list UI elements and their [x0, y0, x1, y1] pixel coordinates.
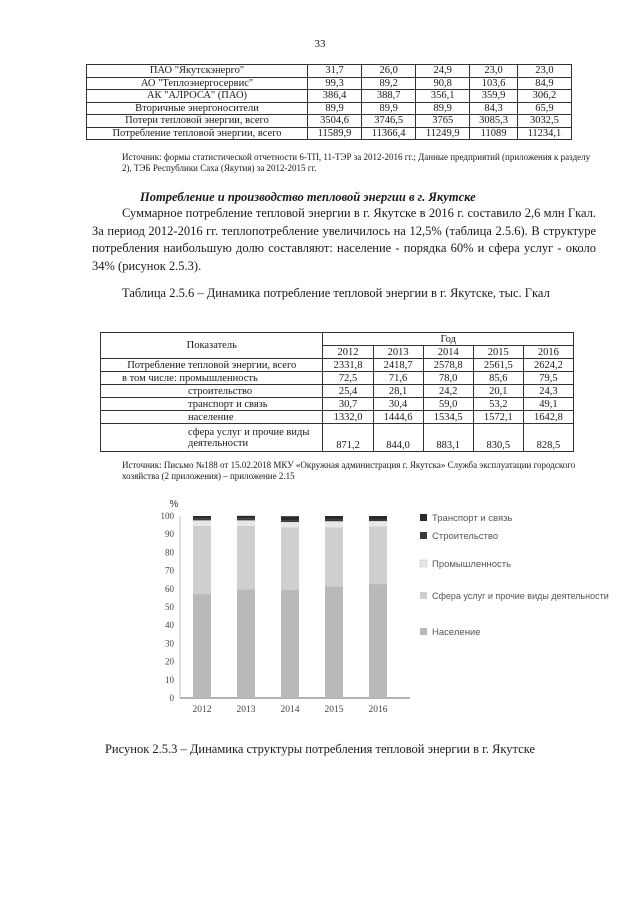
cell-value: 31,7	[308, 65, 362, 78]
cell-value: 11589,9	[308, 127, 362, 140]
cell-value: 11089	[470, 127, 518, 140]
cell-value: 830,5	[473, 424, 523, 452]
cell-value: 3032,5	[517, 115, 571, 128]
row-label: Потребление тепловой энергии, всего	[87, 127, 308, 140]
table-row	[87, 115, 572, 128]
bar-segment	[325, 586, 343, 698]
cell-value: 85,6	[473, 372, 523, 385]
cell-value: 2561,5	[473, 359, 523, 372]
legend-swatch	[420, 560, 427, 567]
bar-segment	[281, 527, 299, 589]
cell-value: 23,0	[470, 65, 518, 78]
cell-value: 20,1	[473, 385, 523, 398]
cell-value: 1534,5	[423, 411, 473, 424]
x-tick-label: 2016	[368, 705, 388, 715]
cell-value: 11234,1	[517, 127, 571, 140]
row-label: Вторичные энергоносители	[87, 102, 308, 115]
table-row	[87, 65, 572, 78]
legend-swatch	[420, 532, 427, 539]
bar-segment	[237, 516, 255, 518]
row-label: АК "АЛРОСА" (ПАО)	[87, 90, 308, 103]
stacked-bar-chart	[140, 495, 609, 730]
cell-value: 103,6	[470, 77, 518, 90]
cell-value: 71,6	[373, 372, 423, 385]
row-label: в том числе: промышленность	[101, 372, 323, 385]
y-tick-label: 70	[165, 565, 174, 576]
x-tick-label: 2013	[236, 705, 256, 715]
header-year: 2015	[473, 346, 523, 359]
cell-value: 356,1	[416, 90, 470, 103]
y-tick-label: 100	[160, 511, 174, 521]
legend-swatch	[420, 628, 427, 635]
cell-value: 90,8	[416, 77, 470, 90]
cell-value: 2418,7	[373, 359, 423, 372]
cell-value: 24,2	[423, 385, 473, 398]
bar-segment	[193, 516, 211, 518]
cell-value: 24,3	[523, 385, 573, 398]
cell-value: 26,0	[362, 65, 416, 78]
cell-value: 89,9	[308, 102, 362, 115]
cell-value: 84,3	[470, 102, 518, 115]
legend-label: Сфера услуг и прочие виды деятельности	[432, 591, 609, 601]
cell-value: 2331,8	[323, 359, 373, 372]
cell-value: 871,2	[323, 424, 373, 452]
cell-value: 79,5	[523, 372, 573, 385]
legend-label: Население	[432, 627, 481, 638]
cell-value: 11366,4	[362, 127, 416, 140]
cell-value: 11249,9	[416, 127, 470, 140]
bar-segment	[325, 527, 343, 586]
table-row	[101, 359, 574, 372]
source-note-1: Источник: формы статистической отчетности 6-ТП, 11-ТЭР за 2012-2016 гг.; Данные предприятий (приложения к разделу 2), ТЭБ Республики Саха (Якутия) за 2012-2015 гг.	[122, 152, 591, 173]
row-label: АО "Теплоэнергосервис"	[87, 77, 308, 90]
y-tick-label: 20	[165, 656, 174, 667]
cell-value: 359,9	[470, 90, 518, 103]
bar-segment	[281, 590, 299, 698]
table-row	[101, 411, 574, 424]
cell-value: 1332,0	[323, 411, 373, 424]
cell-value: 3504,6	[308, 115, 362, 128]
cell-value: 59,0	[423, 398, 473, 411]
bar-segment	[193, 594, 211, 698]
x-tick-label: 2012	[192, 705, 212, 715]
y-tick-label: 50	[165, 602, 174, 612]
cell-value: 53,2	[473, 398, 523, 411]
y-axis-label: %	[169, 499, 179, 510]
bar-segment	[237, 526, 255, 590]
bar-segment	[325, 521, 343, 527]
cell-value: 78,0	[423, 372, 473, 385]
bar-segment	[369, 527, 387, 585]
cell-value: 28,1	[373, 385, 423, 398]
row-label: ПАО "Якутскэнерго"	[87, 65, 308, 78]
cell-value: 89,9	[362, 102, 416, 115]
header-year: 2013	[373, 346, 423, 359]
header-year: 2012	[323, 346, 373, 359]
table-heat-consumption	[100, 332, 574, 452]
bar-segment	[193, 518, 211, 520]
table-row	[87, 77, 572, 90]
bar-segment	[193, 526, 211, 594]
legend-swatch	[420, 592, 427, 599]
cell-value: 844,0	[373, 424, 423, 452]
row-label: строительство	[101, 385, 323, 398]
header-indicator: Показатель	[101, 333, 323, 359]
cell-value: 388,7	[362, 90, 416, 103]
y-tick-label: 10	[165, 674, 174, 685]
legend-label: Промышленность	[432, 559, 512, 570]
cell-value: 3085,3	[470, 115, 518, 128]
cell-value: 99,3	[308, 77, 362, 90]
header-year: 2014	[423, 346, 473, 359]
cell-value: 2578,8	[423, 359, 473, 372]
cell-value: 65,9	[517, 102, 571, 115]
bar-segment	[281, 522, 299, 527]
table-sources-summary	[86, 64, 572, 140]
bar-segment	[325, 520, 343, 521]
cell-value: 386,4	[308, 90, 362, 103]
legend-swatch	[420, 514, 427, 521]
section-heading: Потребление и производство тепловой энергии в г. Якутске	[140, 190, 476, 204]
cell-value: 23,0	[517, 65, 571, 78]
cell-value: 1642,8	[523, 411, 573, 424]
header-year: 2016	[523, 346, 573, 359]
row-label: транспорт и связь	[101, 398, 323, 411]
paragraph-consumption	[92, 205, 596, 275]
table-row	[87, 127, 572, 140]
row-label: сфера услуг и прочие виды деятельности	[101, 424, 323, 452]
table-caption	[92, 285, 596, 303]
bar-segment	[237, 589, 255, 698]
x-tick-label: 2014	[280, 705, 300, 715]
x-tick-label: 2015	[324, 705, 344, 715]
row-label: Потребление тепловой энергии, всего	[101, 359, 323, 372]
cell-value: 306,2	[517, 90, 571, 103]
cell-value: 30,4	[373, 398, 423, 411]
table-caption-text: Таблица 2.5.6 – Динамика потребление тепловой энергии в г. Якутске, тыс. Гкал	[122, 286, 550, 300]
header-year-group: Год	[323, 333, 574, 346]
source-note-2: Источник: Письмо №188 от 15.02.2018 МКУ «Окружная администрация г. Якутска» Служба эксплуатации городского хозяйства (2 приложения) – приложение 2.15	[122, 460, 576, 481]
y-tick-label: 80	[165, 547, 174, 558]
bar-segment	[369, 519, 387, 521]
bar-segment	[193, 520, 211, 526]
paragraph-text: Суммарное потребление тепловой энергии в г. Якутске в 2016 г. составило 2,6 млн Гкал. За период 2012-2016 гг. теплопотребление увеличилось на 12,5% (таблица 2.5.6). В структуре потребления наибольшую долю составляют: население - порядка 60% и сфера услуг - около 34% (рисунок 2.5.3).	[92, 206, 596, 273]
bar-segment	[237, 518, 255, 520]
row-label: население	[101, 411, 323, 424]
table-row	[101, 372, 574, 385]
row-label: Потери тепловой энергии, всего	[87, 115, 308, 128]
y-tick-label: 60	[165, 583, 174, 594]
y-tick-label: 0	[169, 693, 174, 703]
cell-value: 1444,6	[373, 411, 423, 424]
bar-segment	[369, 516, 387, 519]
bar-segment	[369, 521, 387, 526]
cell-value: 89,9	[416, 102, 470, 115]
cell-value: 30,7	[323, 398, 373, 411]
cell-value: 3765	[416, 115, 470, 128]
y-tick-label: 40	[165, 620, 174, 631]
y-tick-label: 30	[165, 638, 174, 649]
table-row	[101, 424, 574, 452]
bar-segment	[281, 516, 299, 520]
cell-value: 84,9	[517, 77, 571, 90]
table-row	[101, 385, 574, 398]
cell-value: 883,1	[423, 424, 473, 452]
page-number: 33	[314, 38, 326, 50]
table-row	[87, 102, 572, 115]
legend-label: Транспорт и связь	[432, 513, 513, 524]
bar-segment	[369, 584, 387, 698]
cell-value: 1572,1	[473, 411, 523, 424]
cell-value: 24,9	[416, 65, 470, 78]
figure-caption: Рисунок 2.5.3 – Динамика структуры потребления тепловой энергии в г. Якутске	[104, 742, 536, 756]
cell-value: 3746,5	[362, 115, 416, 128]
bar-segment	[237, 520, 255, 525]
cell-value: 89,2	[362, 77, 416, 90]
cell-value: 2624,2	[523, 359, 573, 372]
bar-segment	[281, 520, 299, 522]
y-tick-label: 90	[165, 529, 174, 540]
cell-value: 25,4	[323, 385, 373, 398]
bar-segment	[325, 516, 343, 520]
table-row	[101, 398, 574, 411]
cell-value: 828,5	[523, 424, 573, 452]
cell-value: 72,5	[323, 372, 373, 385]
cell-value: 49,1	[523, 398, 573, 411]
legend-label: Строительство	[432, 531, 499, 542]
table-row	[87, 90, 572, 103]
